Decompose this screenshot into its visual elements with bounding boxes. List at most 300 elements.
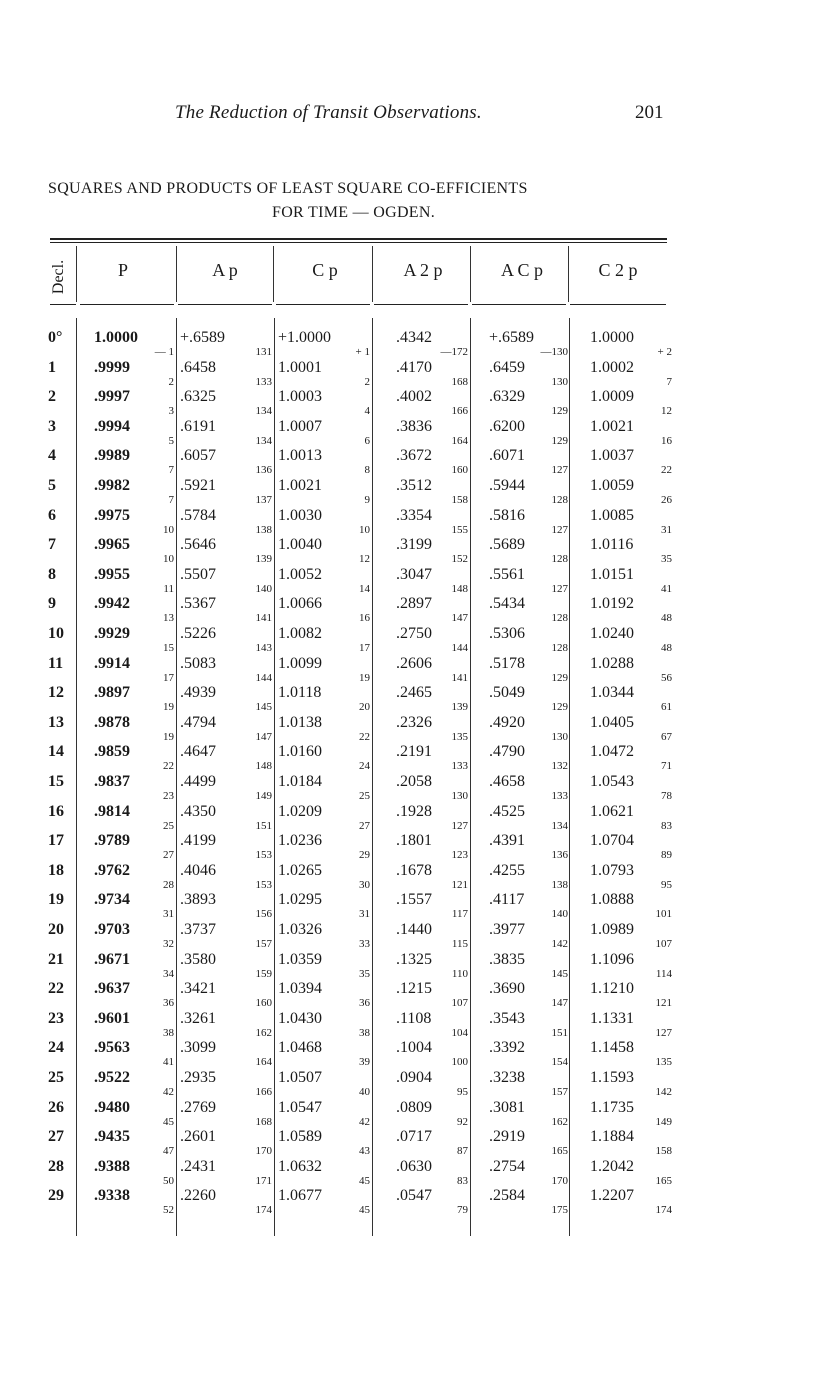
column-divider [176,246,177,302]
diff-cp: 36 [359,997,370,1010]
cell-a2p: .2465 [396,684,432,702]
diff-c2p: 135 [655,1056,672,1069]
diff-cp: 39 [359,1056,370,1069]
cell-ap: .5083 [180,654,216,672]
diff-c2p: 67 [661,730,672,743]
cell-c2p: 1.0021 [590,417,634,435]
cell-p: .9994 [94,417,130,435]
cell-p: .9563 [94,1039,130,1057]
cell-a2p: .0547 [396,1187,432,1205]
cell-a2p: .3047 [396,565,432,583]
cell-c2p: 1.0085 [590,506,634,524]
cell-a2p: .1004 [396,1039,432,1057]
column-divider [372,318,373,1236]
cell-a2p: .0717 [396,1128,432,1146]
cell-c2p: 1.0472 [590,743,634,761]
diff-ap: 153 [255,849,272,862]
diff-p: 32 [163,938,174,950]
column-divider [274,318,275,1236]
cell-acp: .2919 [489,1128,525,1146]
column-header-p: P [117,260,128,280]
diff-p: 52 [163,1204,174,1217]
cell-ap: .6325 [180,388,216,406]
diff-acp: 129 [551,405,568,418]
cell-decl: 13 [48,713,64,731]
cell-decl: 25 [48,1069,64,1086]
cell-acp: .6459 [489,358,525,376]
cell-ap: .4939 [180,684,216,702]
cell-a2p: .2750 [396,625,432,642]
cell-cp: 1.0099 [278,654,322,672]
diff-cp: 9 [364,494,370,506]
cell-a2p: .2326 [396,713,432,731]
diff-c2p: 127 [655,1026,672,1039]
cell-acp: .2754 [489,1157,525,1175]
diff-p: 45 [163,1115,174,1128]
diff-acp: 133 [551,790,568,802]
diff-cp: 27 [359,819,370,832]
cell-ap: .3099 [180,1039,216,1057]
diff-cp: 12 [359,553,370,566]
diff-cp: + 1 [355,346,370,358]
diff-cp: 6 [364,434,370,447]
cell-ap: +.6589 [180,329,226,346]
diff-cp: 45 [359,1204,370,1217]
cell-p: .9897 [94,684,130,702]
diff-c2p: 48 [661,612,672,625]
cell-ap: .3893 [180,891,216,909]
diff-p: 10 [163,553,174,566]
diff-c2p: 158 [655,1145,672,1158]
cell-p: .9999 [94,358,130,376]
diff-c2p: 107 [655,938,672,950]
diff-acp: 170 [551,1174,568,1187]
cell-acp: .4255 [489,861,525,879]
diff-ap: 153 [255,878,272,891]
diff-acp: 132 [551,760,568,773]
diff-ap: 149 [255,790,272,802]
diff-p: 19 [163,730,174,743]
cell-ap: .2935 [180,1069,216,1086]
header-rule [50,304,76,305]
diff-a2p: 100 [451,1056,468,1069]
cell-p: .9522 [94,1069,130,1086]
diff-c2p: 174 [655,1204,672,1217]
diff-ap: 139 [255,553,272,566]
diff-a2p: 95 [457,1086,468,1098]
cell-a2p: .1325 [396,950,432,968]
cell-acp: .5434 [489,595,525,613]
cell-c2p: 1.0344 [590,684,634,702]
page-number: 201 [635,102,664,123]
diff-cp: 43 [359,1145,370,1158]
cell-acp: .3081 [489,1098,525,1116]
diff-c2p: 22 [661,464,672,477]
diff-ap: 143 [255,642,272,654]
cell-cp: 1.0632 [278,1157,322,1175]
diff-c2p: 142 [655,1086,672,1098]
diff-acp: 130 [551,375,568,388]
cell-decl: 18 [48,861,64,879]
diff-ap: 140 [255,582,272,595]
cell-cp: 1.0160 [278,743,322,761]
diff-a2p: 144 [451,642,468,654]
cell-cp: 1.0001 [278,358,322,376]
diff-acp: 129 [551,434,568,447]
diff-acp: 127 [551,523,568,536]
diff-p: 11 [163,582,174,595]
cell-p: .9671 [94,950,130,968]
diff-c2p: 121 [655,997,672,1010]
cell-p: .9814 [94,802,130,820]
cell-a2p: .1215 [396,980,432,998]
running-header-title: The Reduction of Transit Observations. [175,102,482,123]
header-rule [276,304,370,305]
diff-p: 5 [168,434,174,447]
cell-c2p: 1.0059 [590,477,634,494]
cell-acp: .6329 [489,388,525,406]
header-rule [570,304,666,305]
diff-p: 7 [168,494,174,506]
cell-acp: .4391 [489,832,525,850]
cell-acp: .4920 [489,713,525,731]
cell-cp: 1.0430 [278,1009,322,1027]
cell-p: .9878 [94,713,130,731]
cell-c2p: 1.1593 [590,1069,634,1086]
cell-decl: 23 [48,1009,64,1027]
cell-a2p: .2058 [396,773,432,790]
cell-c2p: 1.0037 [590,447,634,465]
diff-a2p: 121 [451,878,468,891]
diff-ap: 137 [255,494,272,506]
cell-p: .9703 [94,921,130,938]
diff-ap: 174 [255,1204,272,1217]
cell-acp: .5306 [489,625,525,642]
cell-cp: 1.0021 [278,477,322,494]
cell-p: .9734 [94,891,130,909]
cell-c2p: 1.1331 [590,1009,634,1027]
cell-decl: 29 [48,1187,64,1205]
cell-p: .9914 [94,654,130,672]
cell-a2p: .3512 [396,477,432,494]
cell-decl: 14 [48,743,64,761]
cell-decl: 11 [48,654,64,672]
cell-p: .9942 [94,595,130,613]
cell-c2p: 1.1735 [590,1098,634,1116]
diff-acp: 128 [551,553,568,566]
diff-p: 13 [163,612,174,625]
cell-decl: 12 [48,684,64,702]
cell-c2p: 1.1458 [590,1039,634,1057]
diff-acp: 136 [551,849,568,862]
diff-a2p: —172 [440,346,468,358]
column-divider [76,246,77,302]
cell-cp: 1.0030 [278,506,322,524]
diff-a2p: 87 [457,1145,468,1158]
cell-cp: 1.0236 [278,832,322,850]
diff-c2p: 149 [655,1115,672,1128]
cell-p: .9789 [94,832,130,850]
cell-a2p: .4002 [396,388,432,406]
cell-acp: .3238 [489,1069,525,1086]
diff-p: 47 [163,1145,174,1158]
diff-p: 50 [163,1174,174,1187]
diff-ap: 170 [255,1145,272,1158]
cell-ap: .3737 [180,921,216,938]
diff-a2p: 152 [451,553,468,566]
cell-a2p: .1440 [396,921,432,938]
diff-a2p: 83 [457,1174,468,1187]
diff-a2p: 168 [451,375,468,388]
cell-a2p: .1108 [396,1009,432,1027]
cell-a2p: .3836 [396,417,432,435]
cell-decl: 19 [48,891,64,909]
cell-a2p: .0904 [396,1069,432,1086]
cell-a2p: .3199 [396,536,432,554]
cell-acp: .6200 [489,417,525,435]
cell-decl: 5 [48,477,56,494]
diff-cp: 2 [364,375,370,388]
cell-cp: 1.0052 [278,565,322,583]
diff-acp: —130 [540,346,568,358]
diff-cp: 45 [359,1174,370,1187]
diff-p: 7 [168,464,174,477]
diff-a2p: 141 [451,671,468,684]
diff-c2p: 61 [661,701,672,714]
cell-c2p: 1.1210 [590,980,634,998]
diff-cp: 19 [359,671,370,684]
cell-ap: .3580 [180,950,216,968]
cell-a2p: .4170 [396,358,432,376]
diff-p: 22 [163,760,174,773]
cell-a2p: .1678 [396,861,432,879]
diff-p: — 1 [154,346,174,358]
diff-ap: 168 [255,1115,272,1128]
diff-a2p: 115 [451,938,468,950]
cell-acp: .5689 [489,536,525,554]
diff-cp: 8 [364,464,370,477]
diff-acp: 134 [551,819,568,832]
cell-cp: 1.0184 [278,773,322,790]
diff-c2p: 89 [661,849,672,862]
cell-acp: .3392 [489,1039,525,1057]
header-rule [374,304,468,305]
cell-decl: 16 [48,802,64,820]
cell-c2p: 1.0000 [590,329,634,346]
cell-a2p: .3672 [396,447,432,465]
cell-c2p: 1.1884 [590,1128,634,1146]
column-divider [568,246,569,302]
cell-p: .9965 [94,536,130,554]
diff-acp: 130 [551,730,568,743]
cell-acp: .5561 [489,565,525,583]
table-title: SQUARES AND PRODUCTS OF LEAST SQUARE CO-EFFICIENTS [48,180,528,197]
diff-acp: 157 [551,1086,568,1098]
cell-p: .9601 [94,1009,130,1027]
cell-ap: .6057 [180,447,216,465]
cell-p: .9837 [94,773,130,790]
cell-acp: .5178 [489,654,525,672]
cell-p: .9975 [94,506,130,524]
diff-a2p: 148 [451,582,468,595]
diff-cp: 10 [359,523,370,536]
cell-c2p: 1.2207 [590,1187,634,1205]
cell-acp: +.6589 [489,329,535,346]
diff-c2p: 16 [661,434,672,447]
diff-ap: 164 [255,1056,272,1069]
diff-acp: 127 [551,582,568,595]
top-rule [50,238,667,240]
diff-acp: 128 [551,612,568,625]
cell-c2p: 1.0704 [590,832,634,850]
diff-acp: 165 [551,1145,568,1158]
cell-decl: 1 [48,358,56,376]
diff-cp: 33 [359,938,370,950]
cell-acp: .4117 [489,891,525,909]
cell-acp: .5049 [489,684,525,702]
diff-ap: 141 [255,612,272,625]
diff-a2p: 104 [451,1026,468,1039]
diff-c2p: + 2 [657,346,672,358]
cell-cp: 1.0118 [278,684,322,702]
diff-acp: 151 [551,1026,568,1039]
cell-cp: 1.0589 [278,1128,322,1146]
diff-c2p: 35 [661,553,672,566]
cell-ap: .4647 [180,743,216,761]
cell-ap: .6458 [180,358,216,376]
diff-cp: 16 [359,612,370,625]
cell-decl: 26 [48,1098,64,1116]
cell-decl: 17 [48,832,64,850]
cell-decl: 6 [48,506,56,524]
header-rule [80,304,174,305]
cell-p: .9388 [94,1157,130,1175]
diff-p: 23 [163,790,174,802]
cell-c2p: 1.0240 [590,625,634,642]
column-divider [470,318,471,1236]
column-header-a2p: A 2 p [403,260,443,280]
cell-ap: .4046 [180,861,216,879]
diff-c2p: 26 [661,494,672,506]
cell-cp: 1.0265 [278,861,322,879]
cell-cp: 1.0468 [278,1039,322,1057]
diff-cp: 42 [359,1115,370,1128]
diff-a2p: 107 [451,997,468,1010]
cell-c2p: 1.1096 [590,950,634,968]
diff-p: 31 [163,908,174,921]
diff-a2p: 92 [457,1115,468,1128]
diff-cp: 30 [359,878,370,891]
column-divider [569,318,570,1236]
cell-ap: .5507 [180,565,216,583]
cell-cp: 1.0326 [278,921,322,938]
diff-acp: 129 [551,701,568,714]
cell-ap: .5367 [180,595,216,613]
diff-ap: 134 [255,405,272,418]
diff-ap: 151 [255,819,272,832]
cell-c2p: 1.0543 [590,773,634,790]
cell-c2p: 1.0405 [590,713,634,731]
diff-a2p: 133 [451,760,468,773]
cell-cp: 1.0677 [278,1187,322,1205]
cell-ap: .5784 [180,506,216,524]
header-rule [472,304,566,305]
cell-acp: .4658 [489,773,525,790]
cell-ap: .6191 [180,417,216,435]
cell-cp: 1.0394 [278,980,322,998]
diff-cp: 40 [359,1086,370,1098]
cell-decl: 2 [48,388,56,406]
cell-acp: .4525 [489,802,525,820]
cell-decl: 15 [48,773,64,790]
diff-ap: 171 [255,1174,272,1187]
cell-a2p: .1928 [396,802,432,820]
diff-p: 42 [163,1086,174,1098]
cell-c2p: 1.0793 [590,861,634,879]
diff-acp: 129 [551,671,568,684]
diff-p: 3 [168,405,174,418]
cell-p: .9480 [94,1098,130,1116]
diff-cp: 14 [359,582,370,595]
cell-p: .9989 [94,447,130,465]
diff-cp: 38 [359,1026,370,1039]
cell-a2p: .2191 [396,743,432,761]
diff-acp: 127 [551,464,568,477]
diff-c2p: 78 [661,790,672,802]
column-divider [176,318,177,1236]
cell-decl: 3 [48,417,56,435]
diff-c2p: 12 [661,405,672,418]
cell-a2p: .2606 [396,654,432,672]
cell-ap: .2431 [180,1157,216,1175]
cell-c2p: 1.0009 [590,388,634,406]
column-header-decl: Decl. [50,259,67,295]
diff-a2p: 79 [457,1204,468,1217]
diff-c2p: 101 [655,908,672,921]
diff-cp: 20 [359,701,370,714]
diff-ap: 136 [255,464,272,477]
diff-acp: 162 [551,1115,568,1128]
diff-ap: 131 [255,346,272,358]
diff-cp: 29 [359,849,370,862]
diff-ap: 145 [255,701,272,714]
diff-a2p: 164 [451,434,468,447]
diff-ap: 159 [255,967,272,980]
cell-p: .9859 [94,743,130,761]
cell-p: .9435 [94,1128,130,1146]
cell-decl: 9 [48,595,56,613]
diff-c2p: 48 [661,642,672,654]
diff-a2p: 127 [451,819,468,832]
column-divider [372,246,373,302]
cell-acp: .3835 [489,950,525,968]
diff-acp: 140 [551,908,568,921]
diff-p: 25 [163,819,174,832]
cell-decl: 24 [48,1039,64,1057]
cell-acp: .3977 [489,921,525,938]
cell-c2p: 1.0192 [590,595,634,613]
cell-ap: .4199 [180,832,216,850]
diff-p: 27 [163,849,174,862]
cell-decl: 28 [48,1157,64,1175]
cell-c2p: 1.0888 [590,891,634,909]
cell-p: .9637 [94,980,130,998]
diff-ap: 157 [255,938,272,950]
diff-cp: 22 [359,730,370,743]
diff-ap: 133 [255,375,272,388]
diff-a2p: 139 [451,701,468,714]
cell-a2p: .1801 [396,832,432,850]
